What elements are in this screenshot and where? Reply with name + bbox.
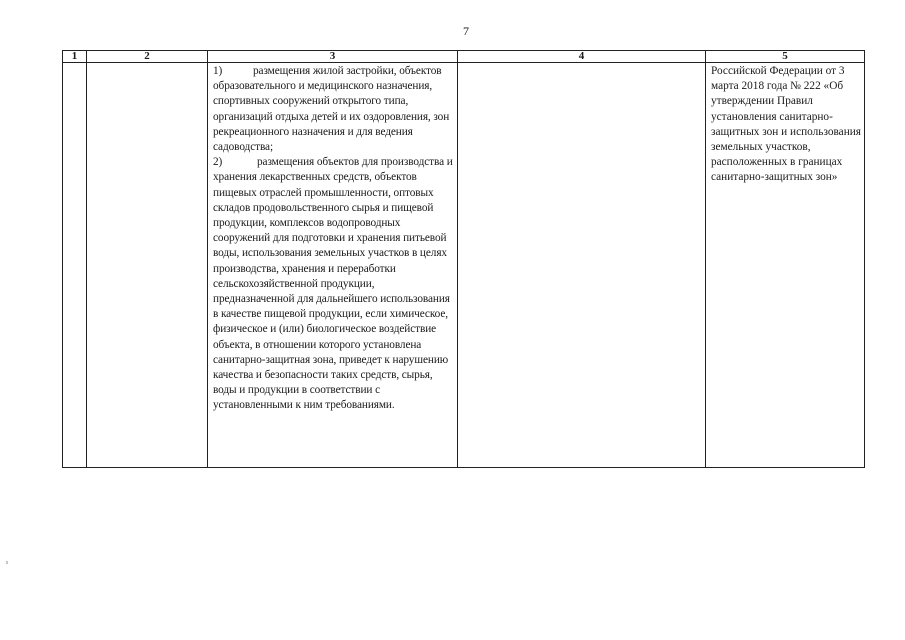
table-header-row [63, 51, 865, 63]
column-header-1: 1 [63, 51, 87, 63]
cell-col-4 [458, 63, 706, 468]
column-header-5: 5 [706, 51, 865, 63]
list-item-number: 2) [213, 156, 223, 169]
list-item [213, 64, 455, 155]
list-item-text: размещения жилой застройки, объектов образовательного и медицинского назначения, спортивных сооружений открытого типа, организаций отдыха детей и их оздоровления, зон рекреационного назначения и для ведения садоводства; [213, 65, 450, 154]
legal-reference-text: Российской Федерации от 3 марта 2018 года № 222 «Об утверждении Правил установления санитарно-защитных зон и использования земельных участков, расположенных в границах санитарно-защитных зон» [711, 65, 861, 184]
list-item-text: размещения объектов для производства и хранения лекарственных средств, объектов пищевых отраслей промышленности, оптовых складов продовольственного сырья и пищевой продукции, комплексов водопроводных сооружений для подготовки и хранения питьевой воды, использования земельных участков в целях производства, хранения и переработки сельскохозяйственной продукции, предназначенной для дальнейшего использования в качестве пищевой продукции, если химическое, физическое и (или) биологическое воздействие объекта, в отношении которого установлена санитарно-защитная зона, приведет к нарушению качества и безопасности таких средств, сырья, воды и продукции в соответствии с установленными к ним требованиями. [213, 156, 453, 412]
cell-col-5 [706, 63, 865, 468]
cell-col-1 [63, 63, 87, 468]
page-number: 7 [463, 24, 469, 38]
table-row [63, 63, 865, 468]
restrictions-text [208, 63, 457, 414]
margin-mark: ≈ [3, 561, 9, 565]
list-item-number: 1) [213, 65, 223, 77]
column-header-2: 2 [87, 51, 208, 63]
column-header-4: 4 [458, 51, 706, 63]
list-item [213, 155, 455, 413]
cell-col-2 [87, 63, 208, 468]
document-table [62, 50, 865, 468]
column-header-3: 3 [208, 51, 458, 63]
cell-col-3 [208, 63, 458, 468]
